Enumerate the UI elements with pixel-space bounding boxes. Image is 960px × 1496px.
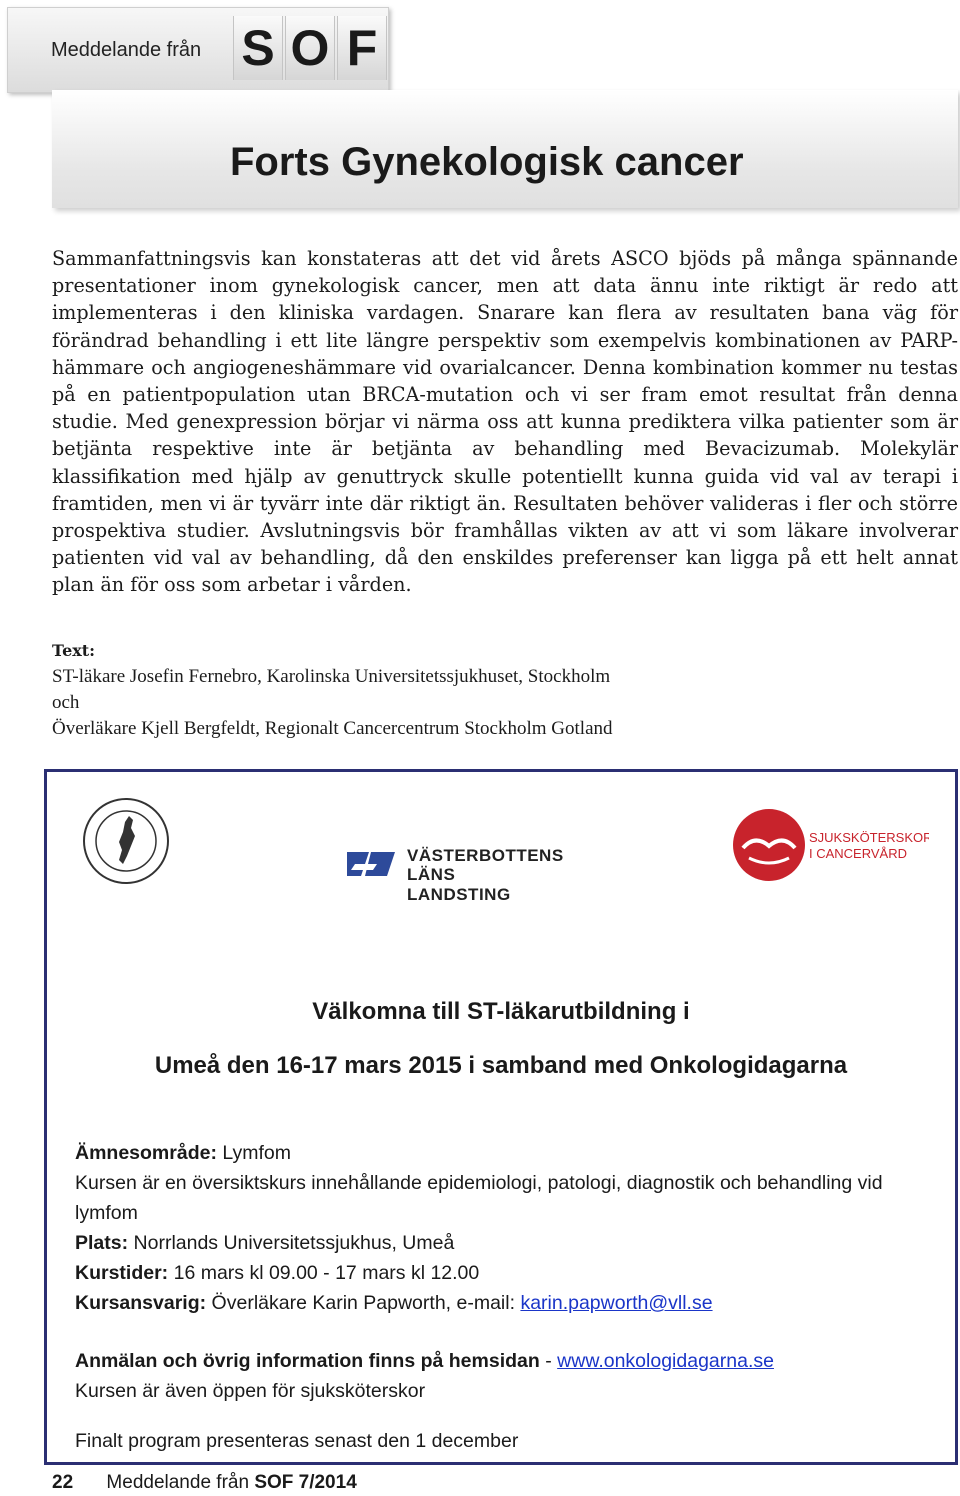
sjukskoterskor-logo-line1: SJUKSKÖTERSKOR [809, 830, 929, 845]
ad-heading-2: Umeå den 16-17 mars 2015 i samband med Onkologidagarna [154, 1052, 848, 1079]
ad-details [75, 1138, 935, 1456]
header-prefix: Meddelande från [51, 39, 202, 61]
page-footer [52, 1472, 357, 1494]
sof-logo-letter: O [285, 16, 335, 80]
sjukskoterskor-logo-line2: I CANCERVÅRD [809, 846, 908, 861]
nurses-note: Kursen är även öppen för sjuksköterskor [75, 1380, 426, 1402]
registration-label: Anmälan och övrig information finns på hemsidan [75, 1350, 540, 1372]
sof-logo [233, 16, 387, 80]
registration-line [75, 1346, 935, 1376]
location-label: Plats: [75, 1232, 129, 1254]
subject-value: Lymfom [216, 1142, 292, 1164]
vasterbotten-logo [347, 844, 564, 904]
sof-seal-logo [81, 796, 171, 886]
ad-heading-1: Välkomna till ST-läkarutbildning i [312, 998, 690, 1025]
final-program-note: Finalt program presenteras senast den 1 december [75, 1430, 519, 1452]
course-times-label: Kurstider: [75, 1262, 169, 1284]
credits [52, 638, 958, 742]
spacer [75, 1406, 935, 1426]
footer-issue: SOF 7/2014 [254, 1472, 357, 1493]
course-responsible-line [75, 1288, 935, 1318]
course-responsible-label: Kursansvarig: [75, 1292, 207, 1314]
subject-label: Ämnesområde: [75, 1142, 217, 1164]
vasterbotten-logo-line1: VÄSTERBOTTENS [407, 846, 564, 865]
sof-logo-letter: S [233, 16, 283, 80]
website-link[interactable]: www.onkologidagarna.se [557, 1350, 774, 1372]
spacer [75, 1318, 935, 1346]
credits-and: och [52, 692, 80, 713]
course-times-line [75, 1258, 935, 1288]
credits-author-1: ST-läkare Josefin Fernebro, Karolinska Universitetssjukhuset, Stockholm [52, 666, 611, 687]
course-description: Kursen är en översiktskurs innehållande epidemiologi, patologi, diagnostik och behandling vid lymfom [75, 1172, 883, 1224]
credits-author-2: Överläkare Kjell Bergfeldt, Regionalt Cancercentrum Stockholm Gotland [52, 718, 613, 739]
location-value: Norrlands Universitetssjukhus, Umeå [128, 1232, 455, 1254]
location-line [75, 1228, 935, 1258]
registration-separator: - [539, 1350, 558, 1372]
footer-prefix: Meddelande från [106, 1472, 250, 1493]
article-body: Sammanfattningsvis kan konstateras att det vid årets ASCO bjöds på många spännande presentationer inom gynekologisk cancer, men att data ännu inte riktigt är redo att implementeras i den kliniska vardagen. Snarare kan flera av resultaten bana väg för förändrad behandling i ett lite längre perspektiv som exempelvis kombinationen av PARP-hämmare och angiogeneshämmare vid ovarialcancer. Denna kombination kommer nu testas på en patientpopulation utan BRCA-mutation och vi ser fram emot resultat från denna studie. Med genexpression börjar vi närma oss att kunna prediktera vilka patienter som är betjänta respektive inte är betjänta av behandling med Bevacizumab. Molekylär klassifikation med hjälp av genuttryck skulle potentiellt kunna guida vid val av terapi i framtiden, men vi är tyvärr inte där riktigt än. Resultaten behöver valideras i fler och större prospektiva studier. Avslutningsvis bör framhållas vikten av att vi som läkare involverar patienten vid val av behandling, då den enskildes preferenser kan ligga på ett helt annat plan än för oss som arbetar i vården. [52, 247, 958, 597]
vasterbotten-logo-mark [347, 844, 397, 884]
header-box [7, 7, 389, 93]
email-link[interactable]: karin.papworth@vll.se [520, 1292, 713, 1314]
page-number: 22 [52, 1472, 74, 1493]
subject-line [75, 1138, 935, 1168]
credits-label: Text: [52, 641, 96, 660]
sjukskoterskor-logo-mark [729, 808, 929, 882]
course-responsible-value: Överläkare Karin Papworth, e-mail: [206, 1292, 521, 1314]
sof-logo-letter: F [337, 16, 387, 80]
course-ad-box [44, 769, 958, 1465]
sjukskoterskor-logo [729, 808, 929, 882]
page-title: Forts Gynekologisk cancer [230, 140, 744, 184]
vasterbotten-logo-line2: LÄNS LANDSTING [407, 865, 511, 904]
course-times-value: 16 mars kl 09.00 - 17 mars kl 12.00 [168, 1262, 480, 1284]
